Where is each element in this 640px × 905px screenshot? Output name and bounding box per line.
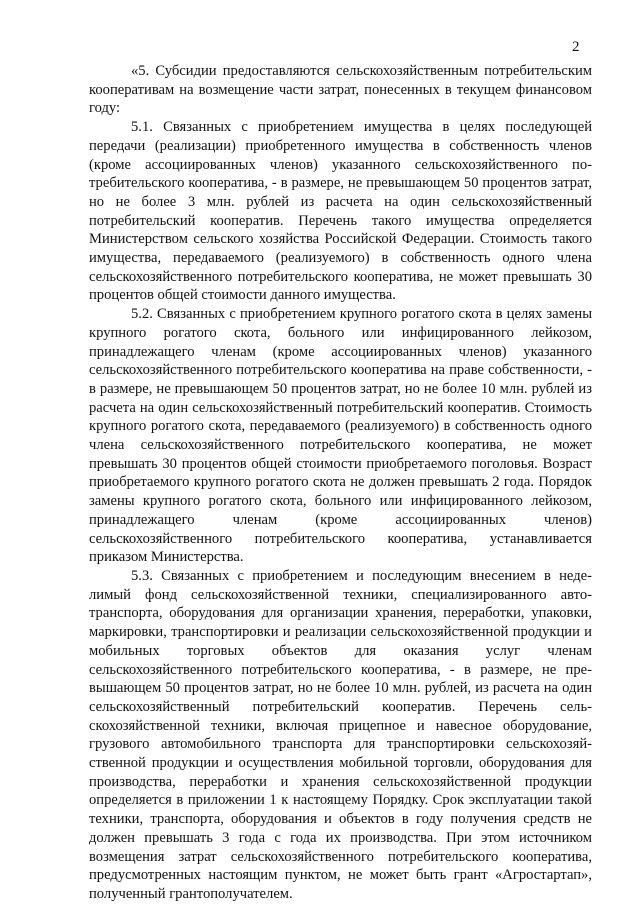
paragraph-5-1: 5.1. Связанных с приобретением имущества в целях последующей передачи (реализации) приобретенного имущества в собственность членов (кроме ассоциированных членов) указанного сельскохозяйственного потребительского кооператива, - в размере, не превышающем 50 процентов затрат, но не более 3 млн. рублей из расчета на один сельскохозяйственный потребительский кооператив. Перечень такого имущества определяется Министерством сельского хозяйства Российской Федерации. Стоимость такого имущества, передаваемого (реализуемого) в собственность одного члена сельскохозяйственного потребительского кооператива, не может превышать 30 процентов общей стоимости данного имущества.	[89, 119, 592, 304]
page-number: 2	[572, 39, 580, 55]
paragraph-5-2: 5.2. Связанных с приобретением крупного рогатого скота в целях замены крупного рогатого скота, больного или инфицированного лейкозом, принадлежащего членам (кроме ассоциированных членов) указанного сельскохозяйственного потребительского кооператива на праве собственности, - в размере, не превышающем 50 процентов затрат, но не более 10 млн. рублей из расчета на один сельскохозяйственный потребительский кооператив. Стоимость крупного рогатого скота, передаваемого (реализуемого) в собственность одного члена сельскохозяйственного потребительского кооператива, не может превышать 30 процентов общей стоимости приобретаемого поголовья. Возраст приобретаемого крупного рогатого скота не должен превышать 2 года. Порядок замены крупного рогатого скота, больного или инфицированного лейкозом, принадлежащего членам (кроме ассоциированных членов) сельскохозяйственного потребительского кооператива, устанавливается приказом Министерства.	[89, 306, 592, 566]
document-body	[89, 62, 592, 904]
paragraph-intro: «5. Субсидии предоставляются сельскохозяйственным потребительским кооперативам на возмещение части затрат, понесенных в текущем финансовом году:	[89, 63, 592, 117]
paragraph-5-3: 5.3. Связанных с приобретением и последующим внесением в неделимый фонд сельскохозяйственной техники, специализированного автотранспорта, оборудования для организации хранения, переработки, упаковки, маркировки, транспортировки и реализации сельскохозяйственной продукции и мобильных торговых объектов для оказания услуг членам сельскохозяйственного потребительского кооператива, - в размере, не превышающем 50 процентов затрат, но не более 10 млн. рублей, из расчета на один сельскохозяйственный потребительский кооператив. Перечень сельскохозяйственной техники, включая прицепное и навесное оборудование, грузового автомобильного транспорта для транспортировки сельскохозяйственной продукции и осуществления мобильной торговли, оборудования для производства, переработки и хранения сельскохозяйственной продукции определяется в приложении 1 к настоящему Порядку. Срок эксплуатации такой техники, транспорта, оборудования и объектов в году получения средств не должен превышать 3 года с года их производства. При этом источником возмещения затрат сельскохозяйственного потребительского кооператива, предусмотренных настоящим пунктом, не может быть грант «Агростартап», полученный грантополучателем.	[89, 567, 592, 902]
